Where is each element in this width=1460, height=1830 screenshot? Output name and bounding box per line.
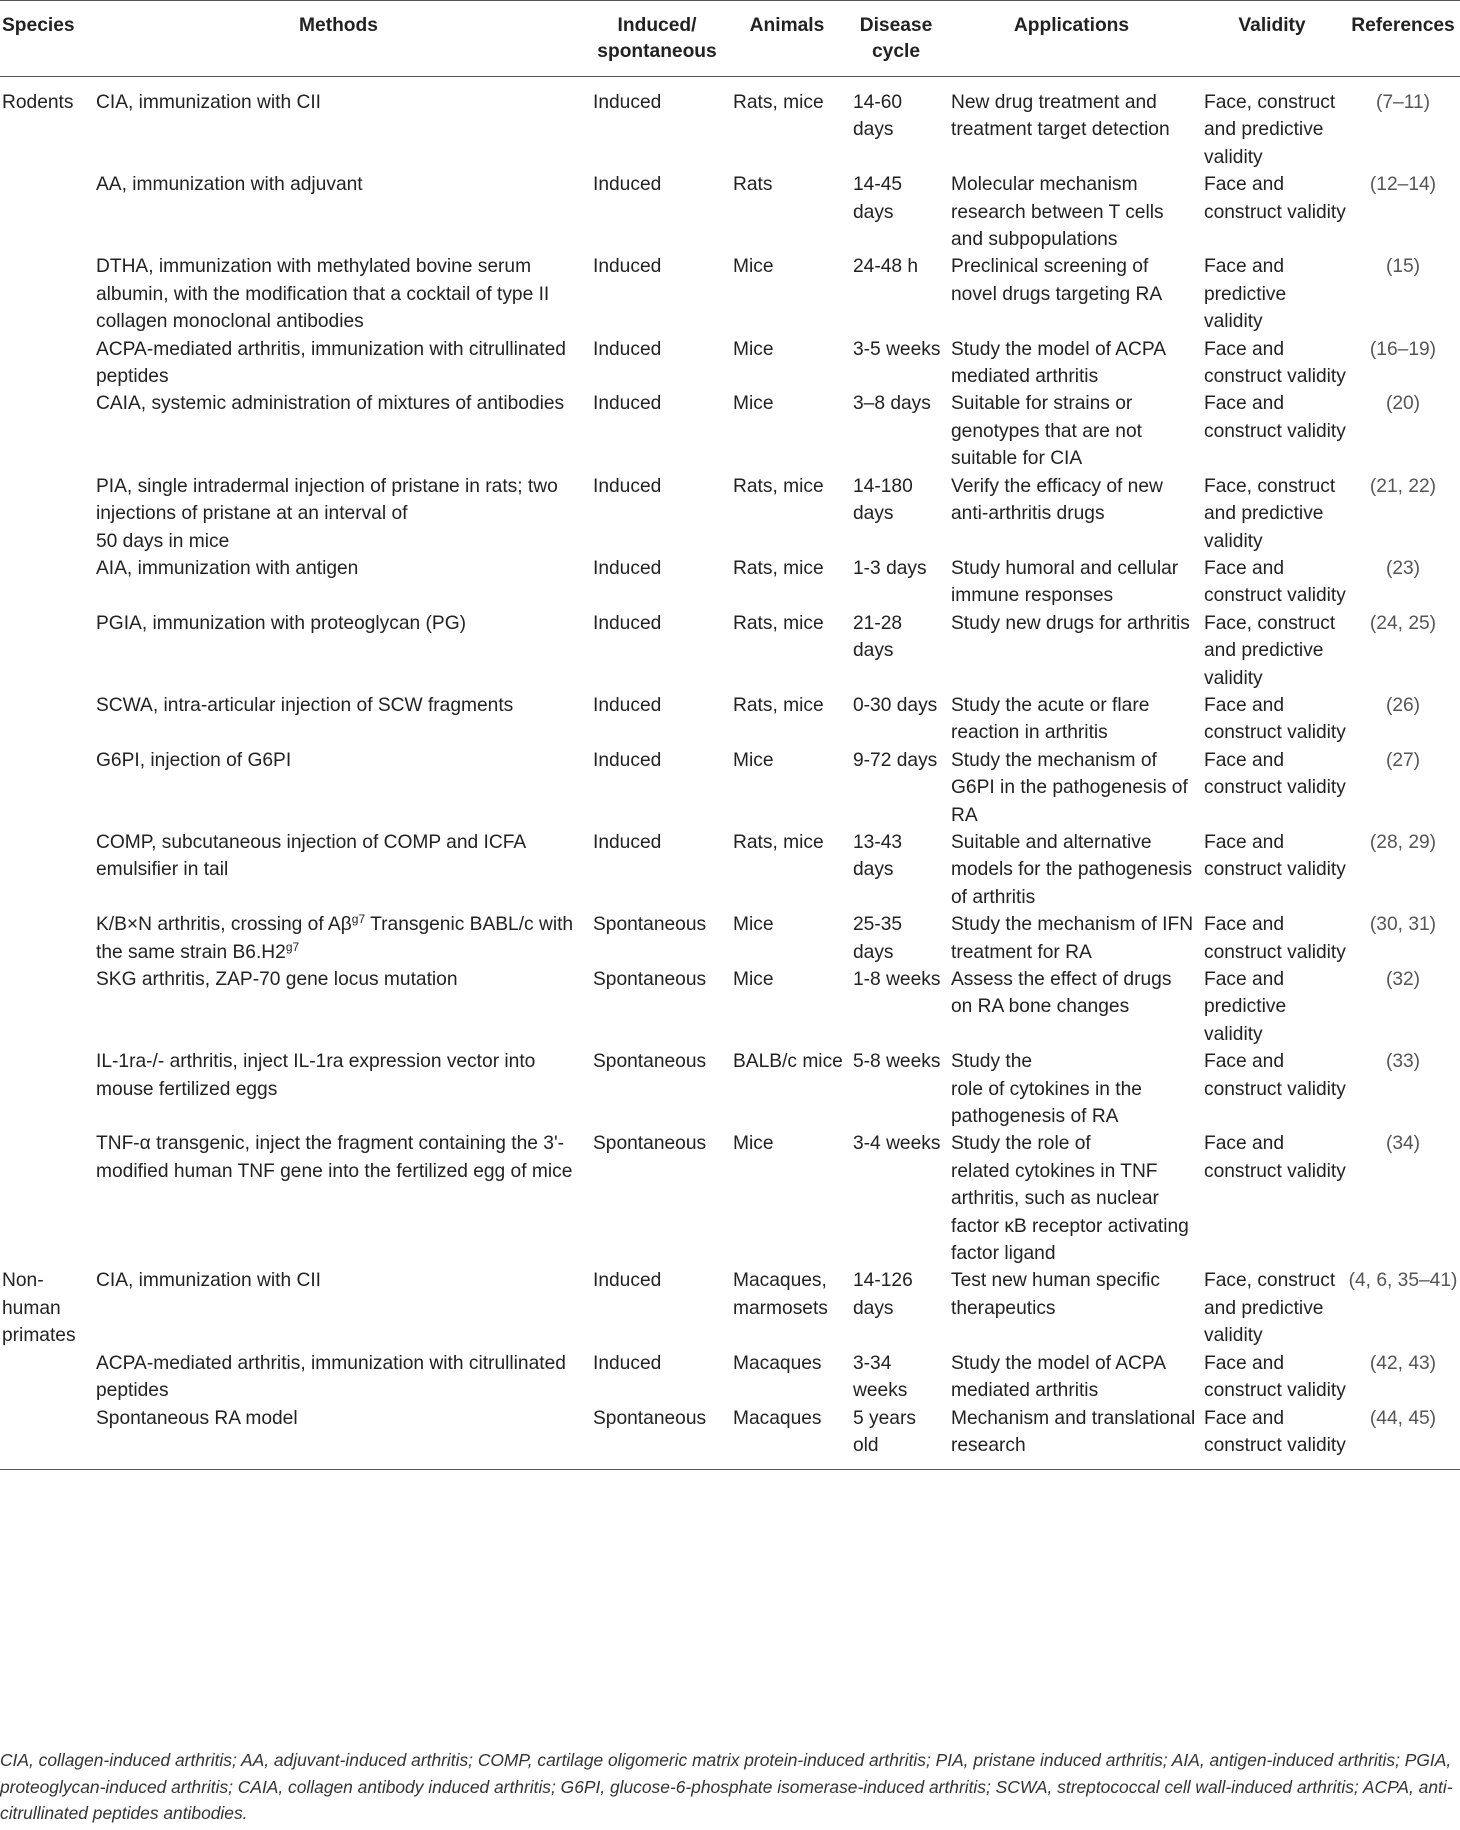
header-induced-spontaneous: Induced/ spontaneous (587, 1, 727, 77)
cell-application: Study the mechanism of G6PI in the pathogenesis of RA (951, 749, 1188, 826)
cell-references: (15) (1385, 256, 1421, 278)
cell-cycle: 1-3 days (853, 557, 927, 579)
cell-cycle: 14-126 days (853, 1270, 913, 1319)
cell-type: Induced (593, 174, 662, 196)
application-text-continued: role of cytokines in the pathogenesis of RA (951, 1078, 1142, 1128)
header-validity: Validity (1198, 1, 1346, 77)
cell-type: Induced (593, 393, 662, 415)
cell-animals: Rats, mice (733, 557, 824, 579)
cell-references: (4, 6, 35–41) (1348, 1270, 1458, 1292)
cell-animals: Rats, mice (733, 92, 824, 113)
cell-validity: Face and construct validity (1204, 914, 1346, 963)
cell-application (945, 1130, 1198, 1267)
cell-application: Study humoral and cellular immune responses (951, 557, 1179, 607)
cell-animals: Mice (733, 338, 774, 360)
cell-method (90, 911, 587, 966)
cell-application: Assess the effect of drugs on RA bone changes (951, 969, 1172, 1018)
cell-application: Mechanism and translational research (945, 1405, 1198, 1470)
cell-validity: Face and construct validity (1204, 1352, 1346, 1402)
cell-method (90, 473, 587, 555)
method-text-continued: Transgenic BABL/c with the same strain B6.H2 (96, 914, 574, 963)
cell-application: Study the mechanism of IFN treatment for RA (951, 914, 1194, 963)
cell-validity: Face and construct validity (1204, 393, 1346, 442)
cell-species (0, 1405, 90, 1470)
cell-animals: Macaques (733, 1352, 822, 1374)
method-text-continued: 50 days in mice (96, 530, 230, 552)
cell-application: Suitable and alternative models for the pathogenesis of arthritis (951, 831, 1193, 908)
cell-references: (23) (1385, 557, 1421, 579)
cell-method: Spontaneous RA model (90, 1405, 587, 1470)
cell-validity: Face and construct validity (1204, 749, 1346, 799)
cell-method: CIA, immunization with CII (96, 1270, 321, 1292)
cell-type: Spontaneous (593, 1133, 707, 1155)
cell-validity: Face and construct validity (1198, 1405, 1346, 1470)
cell-application: Preclinical screening of novel drugs targeting RA (951, 256, 1163, 305)
cell-animals: Mice (733, 393, 774, 415)
cell-type: Induced (593, 612, 662, 634)
cell-method: ACPA-mediated arthritis, immunization with citrullinated peptides (96, 1352, 566, 1402)
cell-validity: Face and construct validity (1204, 694, 1346, 744)
cell-species (0, 829, 90, 911)
cell-application: Study new drugs for arthritis (951, 612, 1190, 634)
cell-species (0, 390, 90, 472)
table-row (0, 610, 1460, 692)
cell-species (0, 610, 90, 692)
cell-type: Induced (593, 338, 662, 360)
cell-animals: Mice (733, 969, 774, 990)
table-row (0, 390, 1460, 472)
cell-references: (27) (1385, 749, 1421, 771)
cell-validity: Face and construct validity (1204, 1133, 1346, 1182)
header-references: References (1346, 1, 1460, 77)
header-species: Species (0, 1, 90, 77)
cell-cycle: 14-180 days (853, 475, 913, 525)
cell-animals: Rats, mice (733, 831, 824, 853)
cell-type: Spontaneous (587, 1405, 727, 1470)
header-row (0, 1, 1460, 77)
cell-cycle: 5-8 weeks (853, 1051, 941, 1073)
cell-validity: Face, construct and predictive validity (1204, 1270, 1336, 1347)
cell-validity: Face, construct and predictive validity (1204, 475, 1336, 552)
table-row (0, 829, 1460, 911)
table-row (0, 336, 1460, 391)
cell-cycle: 3–8 days (853, 393, 931, 415)
cell-species (0, 555, 90, 610)
cell-method: SCWA, intra-articular injection of SCW fragments (96, 694, 514, 716)
cell-validity: Face and predictive validity (1204, 256, 1287, 333)
table-footnote: CIA, collagen-induced arthritis; AA, adjuvant-induced arthritis; COMP, cartilage oligomeric matrix protein-induced arthritis; PIA, pristane induced arthritis; AIA, antigen-induced arthritis; PGIA, proteoglycan-induced arthritis; CAIA, collagen antibody induced arthritis; G6PI, glucose-6-phosphate isomerase-induced arthritis; SCWA, streptococcal cell wall-induced arthritis; ACPA, anti-citrullinated peptides antibodies. (0, 1750, 1453, 1824)
method-text: PIA, single intradermal injection of pristane in rats; two injections of pristane at an interval of (96, 475, 558, 525)
cell-species (0, 336, 90, 391)
cell-animals: Mice (733, 256, 774, 278)
cell-animals: Mice (733, 1133, 774, 1155)
table-row (0, 1267, 1460, 1349)
cell-cycle: 14-45 days (853, 174, 903, 223)
cell-application: Study the model of ACPA mediated arthritis (951, 338, 1166, 388)
cell-animals: Macaques, marmosets (733, 1270, 828, 1319)
cell-method: PGIA, immunization with proteoglycan (PG) (96, 612, 467, 634)
cell-species (0, 253, 90, 335)
table-row (0, 473, 1460, 555)
cell-species (0, 171, 90, 253)
cell-cycle: 24-48 h (853, 256, 919, 278)
cell-type: Induced (593, 557, 662, 579)
cell-validity: Face and construct validity (1204, 557, 1346, 607)
cell-animals: Rats, mice (733, 612, 824, 634)
cell-type: Induced (593, 749, 662, 771)
cell-species (0, 1130, 90, 1267)
cell-application: Molecular mechanism research between T cells and subpopulations (951, 174, 1164, 251)
cell-method: AA, immunization with adjuvant (96, 174, 363, 196)
table-row (0, 966, 1460, 1048)
cell-cycle: 14-60 days (853, 92, 903, 141)
cell-cycle: 5 years old (847, 1405, 945, 1470)
cell-type: Induced (593, 92, 662, 113)
superscript: g7 (351, 912, 366, 927)
table-row (0, 911, 1460, 966)
table-row (0, 555, 1460, 610)
cell-cycle: 21-28 days (853, 612, 903, 662)
cell-cycle: 25-35 days (853, 914, 903, 963)
cell-application: Suitable for strains or genotypes that are not suitable for CIA (951, 393, 1142, 470)
cell-method: AIA, immunization with antigen (96, 557, 359, 579)
cell-animals: Macaques (727, 1405, 847, 1470)
cell-references: (12–14) (1369, 174, 1437, 196)
cell-method: CAIA, systemic administration of mixtures of antibodies (96, 393, 565, 415)
cell-application: Study the model of ACPA mediated arthritis (951, 1352, 1166, 1402)
cell-type: Induced (593, 1352, 662, 1374)
cell-cycle: 13-43 days (853, 831, 903, 881)
table-row (0, 171, 1460, 253)
cell-species (0, 966, 90, 1048)
cell-method: SKG arthritis, ZAP-70 gene locus mutation (96, 969, 458, 990)
table-row (0, 1048, 1460, 1130)
cell-type: Induced (593, 831, 662, 853)
cell-type: Induced (593, 694, 662, 716)
cell-animals: BALB/c mice (733, 1051, 843, 1073)
cell-method: DTHA, immunization with methylated bovine serum albumin, with the modification that a cocktail of type II collagen monoclonal antibodies (96, 256, 550, 333)
cell-references: (30, 31) (1369, 914, 1437, 936)
cell-type: Spontaneous (593, 969, 707, 990)
cell-references: (24, 25) (1369, 612, 1437, 634)
table-row (0, 747, 1460, 829)
cell-type: Spontaneous (593, 1051, 707, 1073)
cell-animals: Rats (733, 174, 773, 196)
table-row (0, 692, 1460, 747)
cell-species (0, 473, 90, 555)
cell-references: (28, 29) (1369, 831, 1437, 853)
cell-validity: Face and construct validity (1204, 174, 1346, 223)
cell-species: Non-human primates (2, 1270, 76, 1347)
cell-method: G6PI, injection of G6PI (96, 749, 292, 771)
cell-references: (16–19) (1369, 338, 1437, 360)
cell-references: (26) (1385, 694, 1421, 716)
cell-validity: Face and construct validity (1204, 831, 1346, 881)
cell-species (0, 1350, 90, 1405)
table-row (0, 1130, 1460, 1267)
superscript: g7 (285, 939, 300, 954)
cell-references: (33) (1385, 1051, 1421, 1073)
cell-method: TNF-α transgenic, inject the fragment containing the 3'-modified human TNF gene into the fertilized egg of mice (96, 1133, 573, 1182)
cell-validity: Face and predictive validity (1204, 969, 1287, 1045)
cell-references: (32) (1385, 969, 1421, 990)
cell-cycle: 0-30 days (853, 694, 938, 716)
cell-animals: Rats, mice (733, 694, 824, 716)
table-row (0, 253, 1460, 335)
cell-validity: Face and construct validity (1204, 1051, 1346, 1100)
cell-application: New drug treatment and treatment target detection (951, 92, 1170, 141)
cell-type: Induced (593, 256, 662, 278)
header-disease-cycle: Disease cycle (847, 1, 945, 77)
cell-type: Induced (593, 1270, 662, 1292)
cell-cycle: 3-4 weeks (853, 1133, 941, 1155)
table-row (0, 1405, 1460, 1470)
table-row (0, 77, 1460, 172)
cell-method: ACPA-mediated arthritis, immunization with citrullinated peptides (96, 338, 566, 388)
cell-animals: Rats, mice (733, 475, 824, 497)
cell-application: Verify the efficacy of new anti-arthritis drugs (951, 475, 1163, 525)
cell-references: (44, 45) (1346, 1405, 1460, 1470)
cell-references: (20) (1385, 393, 1421, 415)
cell-application: Study the acute or flare reaction in arthritis (951, 694, 1150, 744)
method-text: K/B×N arthritis, crossing of Aβ (96, 914, 352, 936)
cell-species: Rodents (2, 92, 74, 113)
cell-validity: Face, construct and predictive validity (1204, 612, 1336, 689)
cell-type: Spontaneous (593, 914, 707, 936)
cell-references: (7–11) (1375, 92, 1431, 113)
cell-species (0, 747, 90, 829)
application-text: Study the (951, 1051, 1033, 1073)
cell-validity: Face, construct and predictive validity (1204, 92, 1336, 168)
application-text-continued: related cytokines in TNF arthritis, such as nuclear factor κB receptor activating factor ligand (951, 1160, 1189, 1265)
header-animals: Animals (727, 1, 847, 77)
cell-species (0, 692, 90, 747)
cell-species (0, 911, 90, 966)
header-methods: Methods (90, 1, 587, 77)
cell-animals: Mice (733, 749, 774, 771)
cell-method: COMP, subcutaneous injection of COMP and ICFA emulsifier in tail (96, 831, 526, 881)
cell-references: (34) (1385, 1133, 1421, 1155)
cell-references: (42, 43) (1369, 1352, 1437, 1374)
cell-animals: Mice (733, 914, 774, 936)
cell-species (0, 1048, 90, 1130)
cell-references: (21, 22) (1369, 475, 1437, 497)
table-row (0, 1350, 1460, 1405)
cell-application (945, 1048, 1198, 1130)
cell-type: Induced (593, 475, 662, 497)
cell-cycle: 3-5 weeks (853, 338, 941, 360)
cell-cycle: 9-72 days (853, 749, 938, 771)
cell-cycle: 3-34 weeks (853, 1352, 908, 1402)
application-text: Study the role of (951, 1133, 1091, 1155)
header-applications: Applications (945, 1, 1198, 77)
cell-method: CIA, immunization with CII (96, 92, 321, 113)
cell-validity: Face and construct validity (1204, 338, 1346, 388)
cell-application: Test new human specific therapeutics (951, 1270, 1161, 1319)
cell-cycle: 1-8 weeks (853, 969, 941, 990)
cell-method: IL-1ra-/- arthritis, inject IL-1ra expression vector into mouse fertilized eggs (96, 1051, 536, 1100)
